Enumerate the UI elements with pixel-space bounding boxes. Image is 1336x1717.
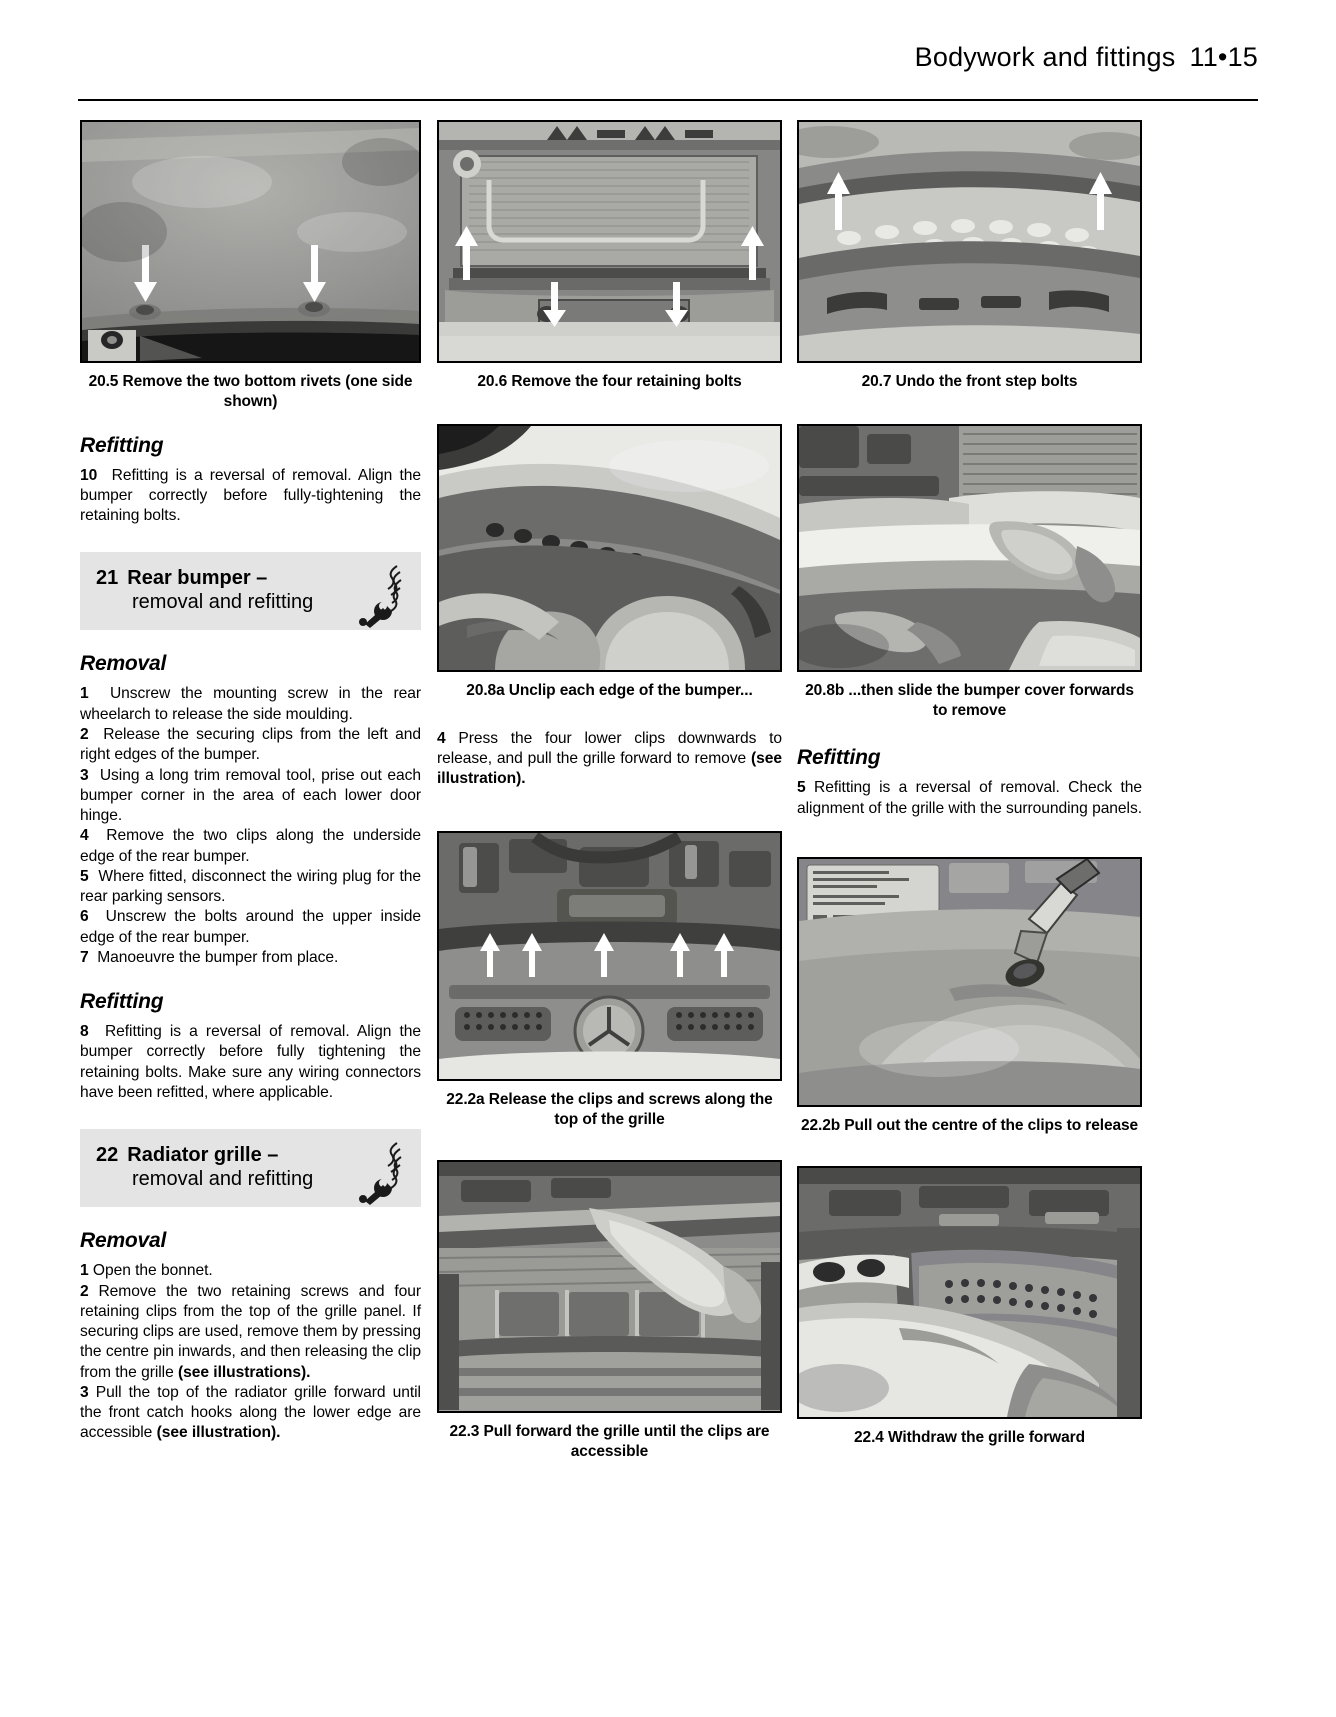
spanner-icon [357, 1139, 403, 1205]
page-title-text: Bodywork and fittings [914, 42, 1176, 72]
caption-22-3: 22.3 Pull forward the grille until the clips are accessible [449, 1423, 770, 1460]
step-21-6 [80, 907, 421, 948]
photo-22-2a-graphic [439, 833, 780, 1079]
photo-20-6-graphic [439, 122, 780, 361]
step-21-4 [80, 826, 421, 867]
page-header [78, 42, 1258, 100]
step-number: 10 [80, 466, 98, 484]
figure-20-5 [80, 120, 421, 412]
step-21-2 [80, 725, 421, 766]
photo-22-2b [797, 857, 1142, 1107]
figure-22-4 [797, 1166, 1142, 1448]
heading-refitting-22: Refitting [797, 746, 881, 770]
step-text-emphasis: (see illustration). [437, 749, 782, 788]
spanner-icon-graphic [357, 562, 403, 628]
step-number: 8 [80, 1023, 89, 1041]
step-text: Manoeuvre the bumper from place. [97, 948, 339, 966]
column-middle [437, 120, 782, 1462]
step-number: 2 [80, 1282, 89, 1300]
heading-removal-21: Removal [80, 652, 167, 676]
step-text: Unscrew the mounting screw in the rear wheelarch to release the side moulding. [80, 685, 421, 723]
caption-20-8b: 20.8b ...then slide the bumper cover forwards to remove [805, 681, 1134, 719]
photo-22-3-graphic [439, 1162, 780, 1411]
step-text: Pull the top of the radiator grille forward until the front catch hooks along the lower edge are accessible [80, 1383, 421, 1442]
step-text: Using a long trim removal tool, prise out each bumper corner in the area of each lower door hinge. [80, 766, 421, 825]
step-21-5 [80, 867, 421, 908]
caption-22-2b: 22.2b Pull out the centre of the clips to release [800, 1117, 1139, 1135]
caption-22-4: 22.4 Withdraw the grille forward [854, 1428, 1085, 1446]
step-21-8 [80, 1022, 421, 1103]
step-text: Remove the two clips along the underside edge of the rear bumper. [80, 827, 421, 865]
caption-22-2a: 22.2a Release the clips and screws along the top of the grille [446, 1091, 773, 1129]
step-22-4 [437, 729, 782, 790]
figure-22-2a [437, 831, 782, 1130]
step-number: 6 [80, 908, 89, 926]
step-text: Refitting is a reversal of removal. Align the bumper correctly before fully-tightening the retaining bolts. [80, 466, 421, 525]
step-text: Open the bonnet. [92, 1262, 213, 1280]
step-number: 1 [80, 1262, 89, 1280]
step-text: Press the four lower clips downwards to release, and pull the grille forward to remove [437, 729, 782, 767]
step-text: Where fitted, disconnect the wiring plug for the rear parking sensors. [80, 867, 421, 906]
step-text: Release the securing clips from the left and right edges of the bumper. [80, 725, 421, 764]
step-22-3 [80, 1383, 421, 1444]
figure-22-2b [797, 857, 1142, 1136]
heading-refitting-20: Refitting [80, 433, 164, 457]
chapter-page-number: 11•15 [1189, 42, 1258, 72]
step-number: 5 [797, 779, 806, 797]
photo-20-8a [437, 424, 782, 672]
step-21-7 [80, 948, 421, 968]
section-22-subtitle: removal and refitting [132, 1168, 314, 1191]
column-left [80, 120, 421, 1444]
photo-20-5-graphic [82, 122, 419, 361]
heading-removal-22: Removal [80, 1229, 167, 1253]
figure-20-7 [797, 120, 1142, 392]
step-text: Refitting is a reversal of removal. Align the bumper correctly before fully tightening the retaining bolts. Make sure any wiring connectors have been refitted, where applicable. [80, 1023, 421, 1101]
section-heading-22 [80, 1129, 421, 1207]
photo-20-8b [797, 424, 1142, 672]
photo-22-3 [437, 1160, 782, 1413]
section-22-number: 22 [96, 1144, 119, 1167]
photo-20-8a-graphic [439, 426, 780, 670]
step-text: Remove the two retaining screws and four retaining clips from the top of the grille panel. If securing clips are used, remove them by pressing the centre pin inwards, and then releasing the clip from the grille [80, 1282, 421, 1381]
photo-22-2a [437, 831, 782, 1081]
step-21-1 [80, 684, 421, 725]
photo-20-7 [797, 120, 1142, 363]
step-text-emphasis: (see illustrations). [178, 1363, 311, 1381]
step-22-5 [797, 778, 1142, 819]
caption-20-8a: 20.8a Unclip each edge of the bumper... [466, 681, 753, 699]
section-22-title: Radiator grille – [127, 1144, 279, 1167]
paragraph-20-10 [80, 466, 421, 527]
step-number: 7 [80, 948, 89, 966]
figure-20-8a [437, 424, 782, 701]
column-right [797, 120, 1142, 1448]
caption-20-7: 20.7 Undo the front step bolts [861, 373, 1078, 390]
photo-20-5 [80, 120, 421, 363]
step-text: Refitting is a reversal of removal. Check the alignment of the grille with the surrounding panels. [797, 779, 1143, 817]
step-22-2 [80, 1282, 421, 1383]
step-number: 4 [437, 729, 446, 747]
step-number: 1 [80, 685, 89, 703]
step-number: 2 [80, 725, 89, 743]
heading-refitting-21: Refitting [80, 990, 164, 1014]
photo-20-6 [437, 120, 782, 363]
section-21-title: Rear bumper – [127, 567, 268, 590]
photo-20-7-graphic [799, 122, 1140, 361]
photo-22-2b-graphic [799, 859, 1140, 1105]
step-22-1 [80, 1261, 421, 1281]
caption-20-5: 20.5 Remove the two bottom rivets (one side shown) [88, 373, 413, 410]
section-21-subtitle: removal and refitting [132, 591, 314, 614]
figure-20-8b [797, 424, 1142, 721]
step-number: 3 [80, 766, 89, 784]
step-text-emphasis: (see illustration). [156, 1424, 281, 1442]
section-21-number: 21 [96, 567, 119, 590]
step-number: 5 [80, 867, 89, 885]
section-heading-21 [80, 552, 421, 630]
page-title [915, 42, 1258, 73]
header-divider [78, 99, 1258, 101]
step-text: Unscrew the bolts around the upper inside edge of the rear bumper. [80, 908, 421, 946]
photo-22-4 [797, 1166, 1142, 1419]
figure-20-6 [437, 120, 782, 392]
figure-22-3 [437, 1160, 782, 1462]
photo-20-8b-graphic [799, 426, 1140, 670]
step-number: 3 [80, 1383, 89, 1401]
photo-22-4-graphic [799, 1168, 1140, 1417]
spanner-icon [357, 562, 403, 628]
step-number: 4 [80, 827, 89, 845]
spanner-icon-graphic [357, 1139, 403, 1205]
step-21-3 [80, 766, 421, 827]
caption-20-6: 20.6 Remove the four retaining bolts [477, 373, 742, 390]
